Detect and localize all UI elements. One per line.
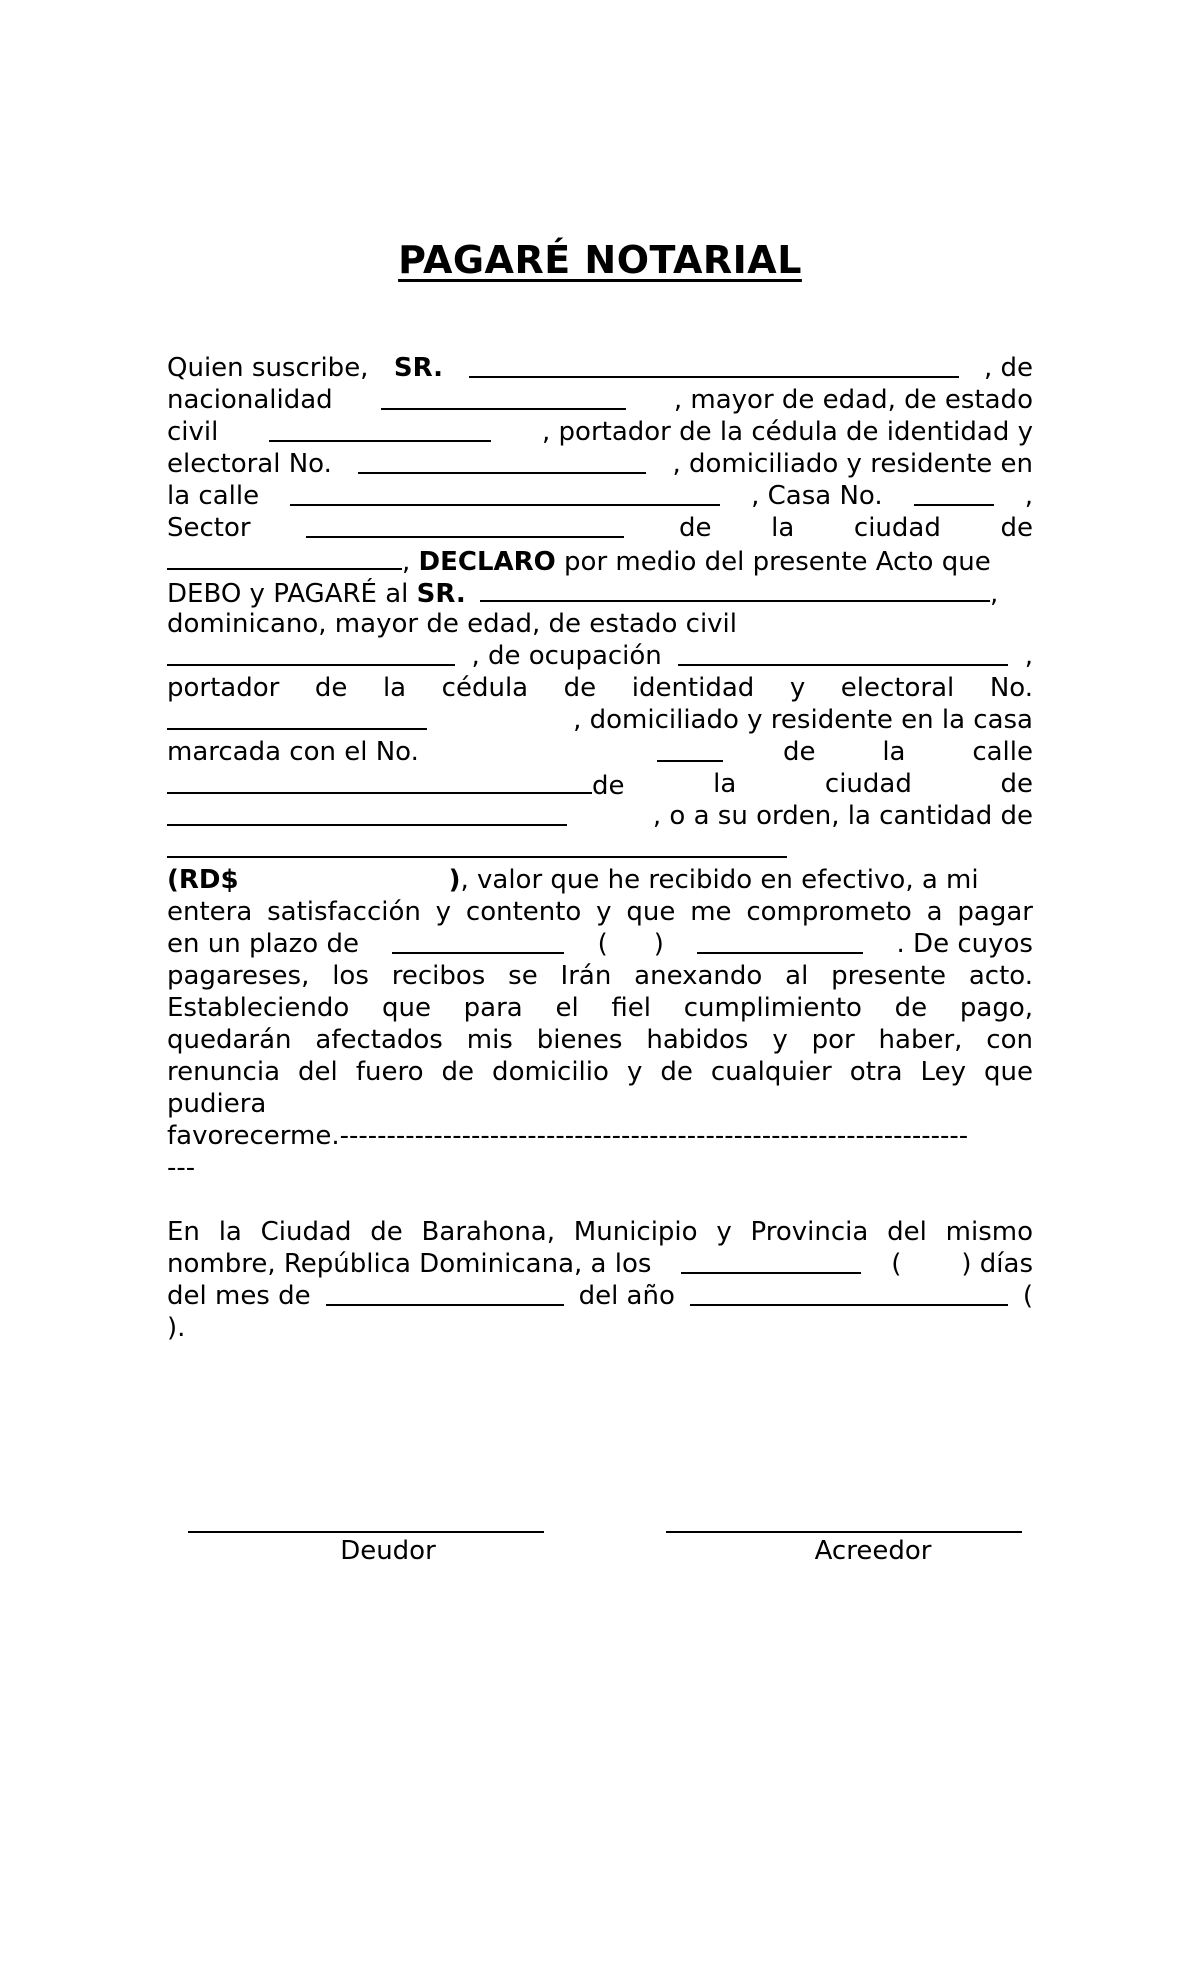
closing-line: ). [167,1313,186,1343]
blank-line [469,352,959,378]
acreedor-label: Acreedor [814,1536,932,1566]
blank-line [290,480,720,506]
blank-line [167,544,402,570]
text: electoral No. [167,449,332,479]
paragraph-line: , DECLARO por medio del presente Acto que [167,544,1033,576]
text: , de [983,353,1033,383]
paragraph-line [167,704,1033,736]
closing-line [167,1280,1033,1312]
text: del mes de [167,1281,311,1311]
text: DEBO y PAGARÉ al [167,579,409,609]
declaro-keyword: DECLARO [418,547,556,577]
closing-line: En la Ciudad de Barahona, Municipio y Provincia del mismo [167,1217,1033,1247]
paragraph-line: renuncia del fuero de domicilio y de cualquier otra Ley que [167,1057,1033,1087]
text: , portador de la cédula de identidad y [542,417,1033,447]
blank-line [326,1280,564,1306]
paragraph-line: --- [167,1153,196,1183]
blank-line [480,576,990,602]
text: , domiciliado y residente en [672,449,1033,479]
paragraph-line [167,384,1033,416]
paragraph-line: pagareses, los recibos se Irán anexando al presente acto. [167,961,1033,991]
paragraph-line [167,736,1033,768]
blank-line [167,704,427,730]
text: , domiciliado y residente en la casa [573,705,1033,735]
paragraph-line: Estableciendo que para el fiel cumplimiento de pago, [167,993,1033,1023]
paragraph-line: portador de la cédula de identidad y electoral No. [167,673,1033,703]
paragraph-line [167,864,1033,896]
paragraph-line: entera satisfacción y contento y que me comprometo a pagar [167,897,1033,927]
text: , Casa No. [751,481,883,511]
text: ) días [961,1249,1033,1279]
paragraph-line: de la ciudad de [167,768,1033,800]
rd-amount-close: ) [448,865,461,895]
document-title: PAGARÉ NOTARIAL [398,238,802,282]
blank-line [269,416,491,442]
text: ( [891,1249,902,1279]
blank-line [681,1248,861,1274]
text: dominicano, mayor de edad, de estado civil [167,609,738,639]
text: por medio del presente Acto que [564,547,991,577]
text: nombre, República Dominicana, a los [167,1249,652,1279]
blank-line [657,736,723,762]
blank-line [678,640,1008,666]
text: la calle [167,481,260,511]
deudor-signature-line [188,1531,544,1533]
blank-line [167,640,455,666]
text: SR. [416,579,466,609]
blank-line [167,800,567,826]
blank-line [392,928,564,954]
paragraph-line: Sector de la ciudad de [167,513,1033,543]
blank-line [690,1280,1008,1306]
deudor-label: Deudor [340,1536,436,1566]
blank-line [381,384,626,410]
closing-line [167,1248,1033,1280]
text: nacionalidad [167,385,333,415]
text: del año [578,1281,675,1311]
rd-amount-open: (RD$ [167,865,239,895]
paragraph-line: favorecerme.------------------------------------------------------------------- [167,1121,969,1151]
text: , o a su orden, la cantidad de [652,801,1033,831]
text: , mayor de edad, de estado [673,385,1033,415]
text: de la calle [783,737,1033,767]
blank-line [167,768,592,794]
text: Quien suscribe, [167,353,369,383]
text: . De cuyos [896,929,1033,959]
text: SR. [393,353,444,383]
blank-line [358,448,646,474]
acreedor-signature-line [666,1531,1022,1533]
text: en un plazo de [167,929,359,959]
paragraph-line [167,800,1033,832]
text: Sector [167,513,251,543]
blank-line [697,928,863,954]
paragraph-line [167,832,1033,864]
paragraph-line [167,480,1033,512]
text: civil [167,417,219,447]
paragraph-line [167,352,1033,384]
paragraph-line: , de ocupación , [167,640,1033,672]
text: , valor que he recibido en efectivo, a mi [460,865,979,895]
text: , [1024,481,1033,511]
paragraph-line [167,448,1033,480]
blank-line [914,480,994,506]
paragraph-line: DEBO y PAGARÉ al SR. , [167,576,1033,608]
text: marcada con el No. [167,737,419,767]
paragraph-line: quedarán afectados mis bienes habidos y por haber, con [167,1025,1033,1055]
paragraph-line: pudiera [167,1089,267,1119]
paragraph-line [167,416,1033,448]
text: , de ocupación [471,641,662,671]
paragraph-line: en un plazo de ( ) . De cuyos [167,929,1033,959]
paragraph-line [167,608,1033,640]
text: ( [1022,1281,1033,1311]
blank-line [306,512,624,538]
blank-line [167,832,787,858]
